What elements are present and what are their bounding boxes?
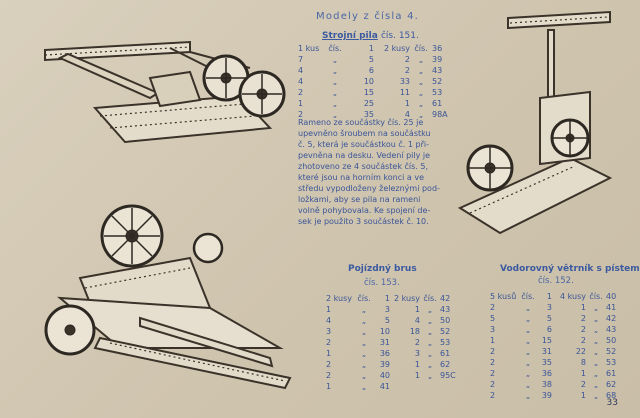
model-151-name: Strojní pila [322,31,378,41]
parts-row: 2 „ 31 22 „ 52 [490,347,617,356]
model-151-number: čís. 151. [380,31,419,41]
parts-row: 1 „ 3 1 „ 43 [326,305,451,314]
parts-row: 2 „ 31 2 „ 53 [326,338,451,347]
parts-row: 1 „ 25 1 „ 61 [298,99,443,108]
parts-row: 1 „ 41 [326,382,390,391]
parts-row: 2 „ 3 1 „ 41 [490,303,617,312]
model-151-parts-list [298,44,450,121]
saw-machine-illustration [40,38,300,148]
parts-row: 2 „ 39 1 „ 68 [490,391,617,400]
parts-row: 2 „ 38 2 „ 62 [490,380,617,389]
parts-row: 2 „ 39 1 „ 62 [326,360,451,369]
model-151-description: Rameno ze součástky čís. 25 je upevněno šroubem na součástku č. 5, která je součástkou č. 1 při- pevněna na desku. Vedení pily je zhotoveno ze 4 součástek čís. 5, které jsou na horním konci a ve středu vypodloženy železnými pod- ložkami, aby se pila na rameni volně pohybovala. Ke spojení de- sek je použito 3 součástek č. 10. [298,118,440,226]
parts-row: 1 „ 36 3 „ 61 [326,349,451,358]
model-152-title: Vodorovný větrník s pístem [500,264,640,274]
model-152-number: čís. 152. [538,276,574,286]
page-header: Modely z čísla 4. [316,11,420,22]
model-153-title: Pojízdný brus [348,264,417,274]
parts-row: 3 „ 6 2 „ 43 [490,325,617,334]
model-153-number: čís. 153. [364,278,400,288]
parts-row: 1 „ 15 2 „ 50 [490,336,617,345]
model-153-parts-list [326,294,460,393]
parts-row: 4 „ 5 4 „ 50 [326,316,451,325]
parts-row: 2 „ 15 11 „ 53 [298,88,443,97]
parts-row: 2 „ 35 4 „ 98A [298,110,448,119]
parts-row: 2 kusy čís. 1 2 kusy čís. 42 [326,294,451,303]
parts-row: 5 „ 5 2 „ 42 [490,314,617,323]
parts-row: 2 „ 35 8 „ 53 [490,358,617,367]
page-number: 33 [606,398,618,408]
model-152-parts-list [490,292,624,402]
parts-row: 5 kusů čís. 1 4 kusy čís. 40 [490,292,617,301]
mobile-grinder-illustration [40,198,300,398]
model-151-title [322,32,419,41]
parts-row: 2 „ 40 1 „ 95C [326,371,456,380]
parts-row: 2 „ 36 1 „ 61 [490,369,617,378]
parts-row: 7 „ 5 2 „ 39 [298,55,443,64]
windmill-piston-illustration [450,8,620,248]
parts-row: 4 „ 6 2 „ 43 [298,66,443,75]
parts-row: 1 kus čís. 1 2 kusy čís. 36 [298,44,443,53]
parts-row: 3 „ 10 18 „ 52 [326,327,451,336]
parts-row: 4 „ 10 33 „ 52 [298,77,443,86]
